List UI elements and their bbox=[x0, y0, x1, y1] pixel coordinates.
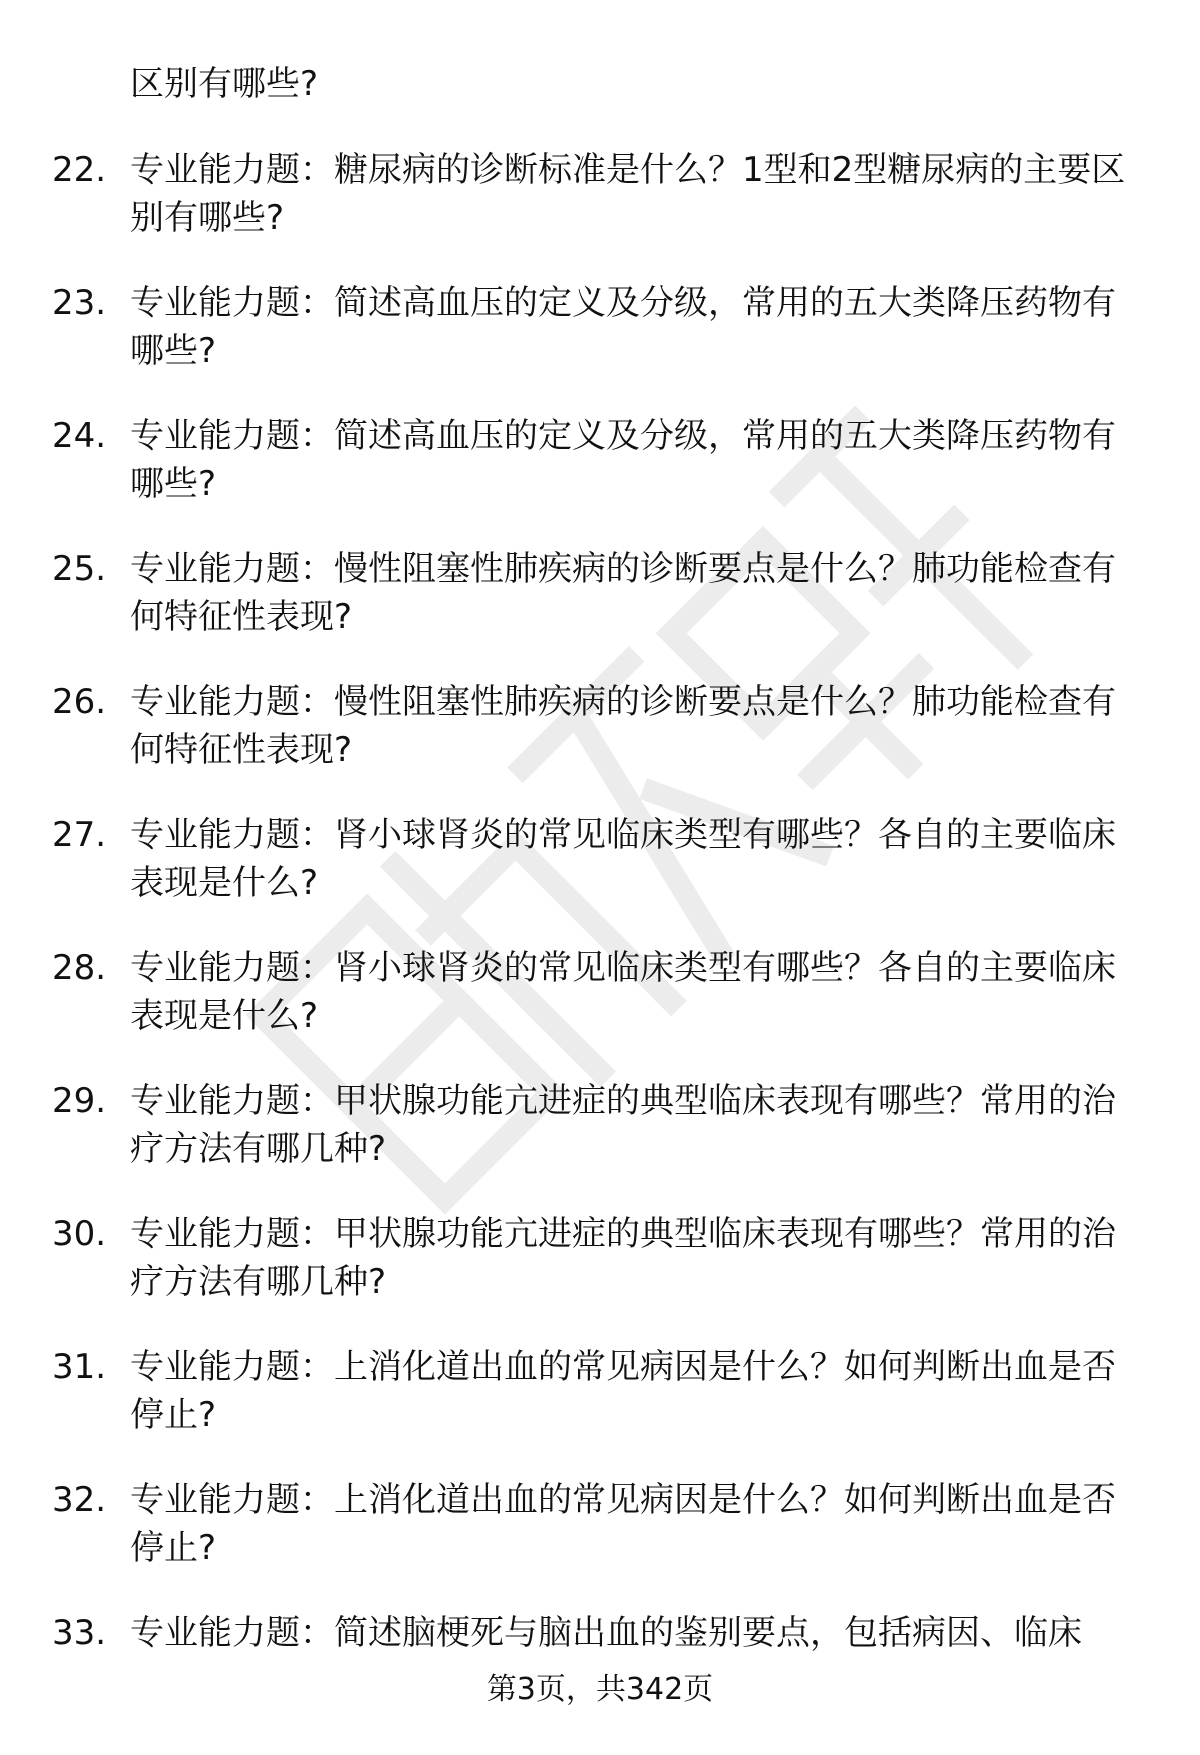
question-number: 26. bbox=[52, 682, 107, 722]
question-number: 22. bbox=[52, 150, 107, 190]
question-item bbox=[0, 811, 1200, 944]
question-number: 27. bbox=[52, 815, 107, 855]
question-text: 专业能力题：甲状腺功能亢进症的典型临床表现有哪些？常用的治疗方法有哪几种? bbox=[130, 1214, 1116, 1302]
page-footer: 第3页，共342页 bbox=[486, 1672, 714, 1707]
question-item bbox=[0, 279, 1200, 412]
question-number: 33. bbox=[52, 1613, 107, 1653]
question-item bbox=[0, 146, 1200, 279]
question-item bbox=[0, 412, 1200, 545]
question-number: 25. bbox=[52, 549, 107, 589]
question-text: 专业能力题：甲状腺功能亢进症的典型临床表现有哪些？常用的治疗方法有哪几种? bbox=[130, 1081, 1116, 1169]
question-number: 32. bbox=[52, 1480, 107, 1520]
question-number: 31. bbox=[52, 1347, 107, 1387]
question-item bbox=[0, 1476, 1200, 1609]
question-number: 28. bbox=[52, 948, 107, 988]
question-item bbox=[0, 678, 1200, 811]
question-text: 专业能力题：慢性阻塞性肺疾病的诊断要点是什么？肺功能检查有何特征性表现? bbox=[130, 549, 1116, 637]
question-item bbox=[0, 1343, 1200, 1476]
question-list bbox=[0, 146, 1200, 1742]
question-number: 24. bbox=[52, 416, 107, 456]
question-text: 专业能力题：简述高血压的定义及分级，常用的五大类降压药物有哪些? bbox=[130, 416, 1116, 504]
question-number: 23. bbox=[52, 283, 107, 323]
continuation-line: 区别有哪些? bbox=[130, 64, 319, 104]
question-number: 29. bbox=[52, 1081, 107, 1121]
question-text: 专业能力题：简述脑梗死与脑出血的鉴别要点，包括病因、临床 bbox=[130, 1613, 1082, 1653]
question-item bbox=[0, 1210, 1200, 1343]
question-number: 30. bbox=[52, 1214, 107, 1254]
question-text: 专业能力题：上消化道出血的常见病因是什么？如何判断出血是否停止? bbox=[130, 1347, 1116, 1435]
question-text: 专业能力题：慢性阻塞性肺疾病的诊断要点是什么？肺功能检查有何特征性表现? bbox=[130, 682, 1116, 770]
question-text: 专业能力题：肾小球肾炎的常见临床类型有哪些？各自的主要临床表现是什么? bbox=[130, 815, 1116, 903]
question-text: 专业能力题：上消化道出血的常见病因是什么？如何判断出血是否停止? bbox=[130, 1480, 1116, 1568]
question-text: 专业能力题：糖尿病的诊断标准是什么？1型和2型糖尿病的主要区别有哪些? bbox=[130, 150, 1126, 238]
question-text: 专业能力题：肾小球肾炎的常见临床类型有哪些？各自的主要临床表现是什么? bbox=[130, 948, 1116, 1036]
question-item bbox=[0, 1077, 1200, 1210]
question-item bbox=[0, 545, 1200, 678]
question-text: 专业能力题：简述高血压的定义及分级，常用的五大类降压药物有哪些? bbox=[130, 283, 1116, 371]
question-item bbox=[0, 944, 1200, 1077]
